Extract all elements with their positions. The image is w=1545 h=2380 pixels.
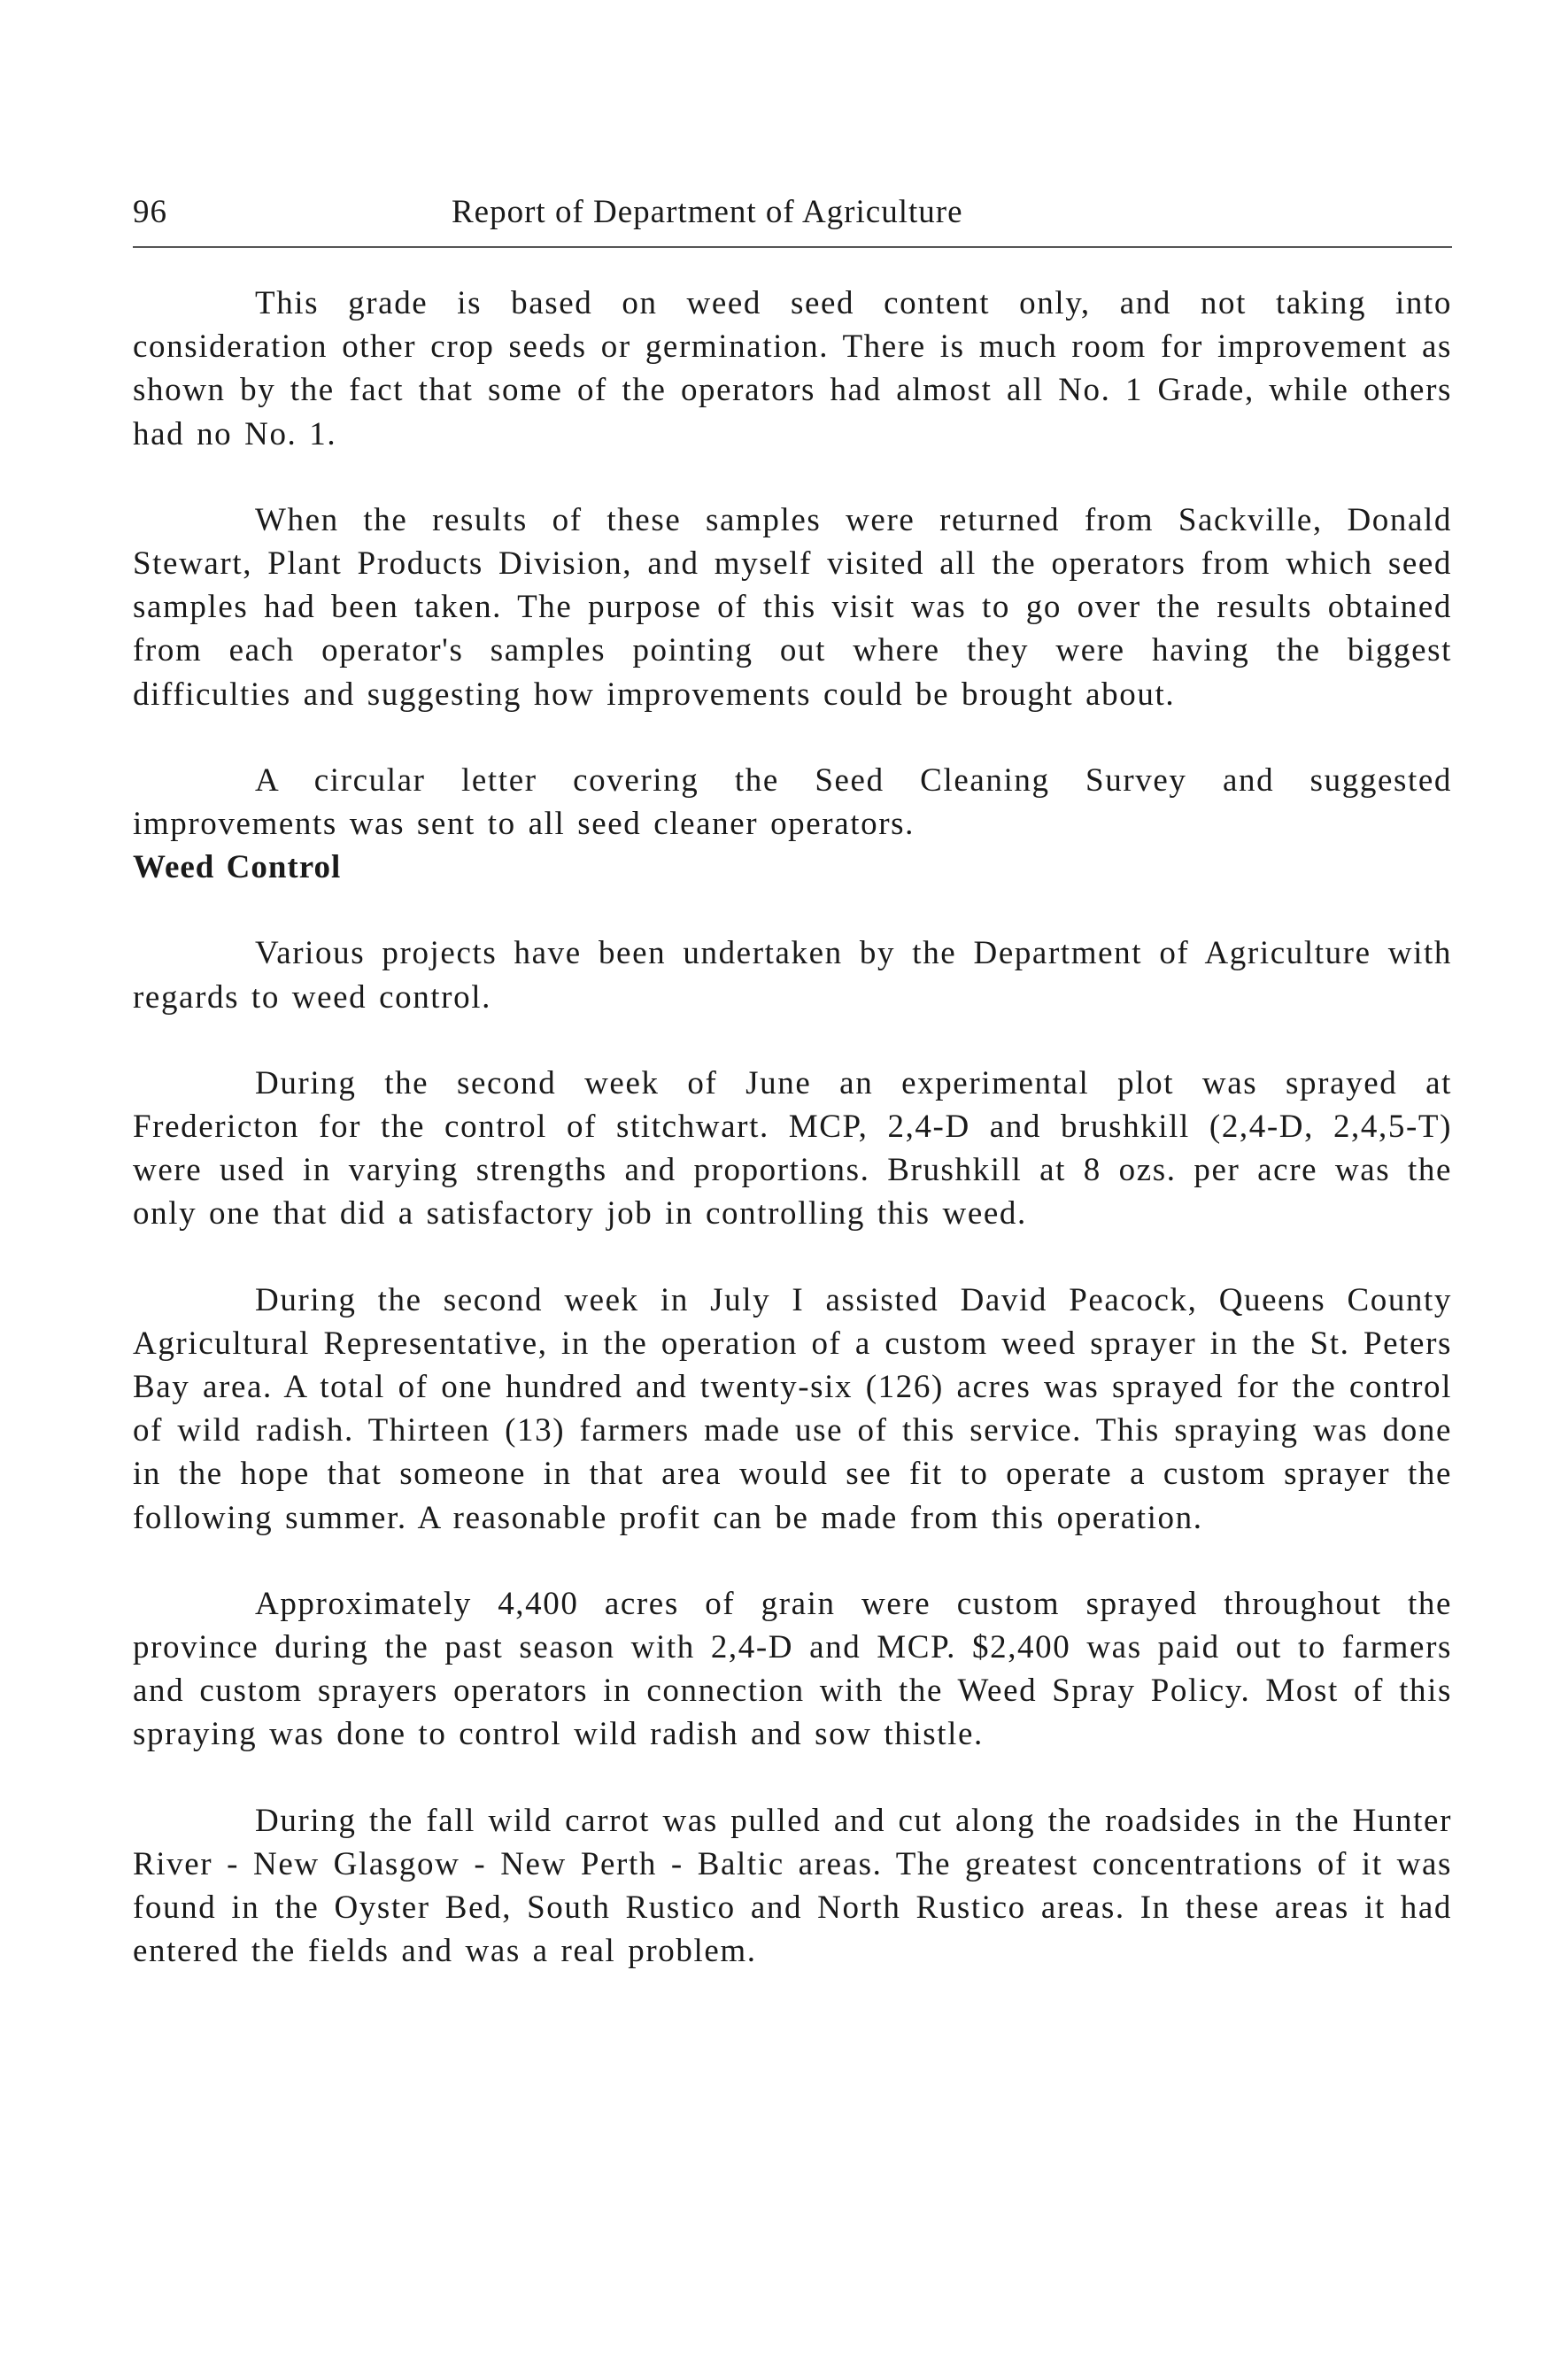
paragraph-sample-results: When the results of these samples were returned from Sackville, Donald Stewart, Plant Products Division, and myself visited all the operators from which seed samples had been taken. The purpose of this visit was to go over the results obtained from each operator's samples pointing out where they were having the biggest difficulties and suggesting how improvements could be brought about. <box>133 501 1452 713</box>
paragraph-spray-policy: Approximately 4,400 acres of grain were custom sprayed throughout the province during the past season with 2,4-D and MCP. $2,400 was paid out to farmers and custom sprayers operators in connection with the Weed Spray Policy. Most of this spraying was done to control wild radish and sow thistle. <box>133 1585 1452 1753</box>
running-header <box>133 193 1452 246</box>
paragraph-weed-projects: Various projects have been undertaken by the Department of Agriculture with regards to weed control. <box>133 935 1452 1016</box>
page-number: 96 <box>133 194 167 230</box>
paragraph-wild-carrot: During the fall wild carrot was pulled and cut along the roadsides in the Hunter River - New Glasgow - New Perth - Baltic areas. The greatest concentrations of it was found in the Oyster Bed, South Rustico and North Rustico areas. In these areas it had entered the fields and was a real problem. <box>133 1802 1452 1970</box>
running-title: Report of Department of Agriculture <box>452 194 963 230</box>
paragraph-stitchwart-plot: During the second week of June an experimental plot was sprayed at Fredericton for the control of stitchwart. MCP, 2,4-D and brushkill (2,4-D, 2,4,5-T) were used in varying strengths and proportions. Brushkill at 8 ozs. per acre was the only one that did a satisfactory job in controlling this weed. <box>133 1064 1452 1232</box>
paragraph-circular-letter: A circular letter covering the Seed Cleaning Survey and suggested improvements was sent to all seed cleaner operators. <box>133 761 1452 843</box>
body-text <box>133 282 1452 2016</box>
section-heading-weed-control: Weed Control <box>133 849 342 886</box>
header-rule <box>133 246 1452 248</box>
paragraph-custom-sprayer: During the second week in July I assisted David Peacock, Queens County Agricultural Representative, in the operation of a custom weed sprayer in the St. Peters Bay area. A total of one hundred and twenty-six (126) acres was sprayed for the control of wild radish. Thirteen (13) farmers made use of this service. This spraying was done in the hope that someone in that area would see fit to operate a custom sprayer the following summer. A reasonable profit can be made from this operation. <box>133 1281 1452 1536</box>
paragraph-weed-seed-grade: This grade is based on weed seed content only, and not taking into consideration other crop seeds or germination. There is much room for improvement as shown by the fact that some of the operators had almost all No. 1 Grade, while others had no No. 1. <box>133 285 1452 452</box>
